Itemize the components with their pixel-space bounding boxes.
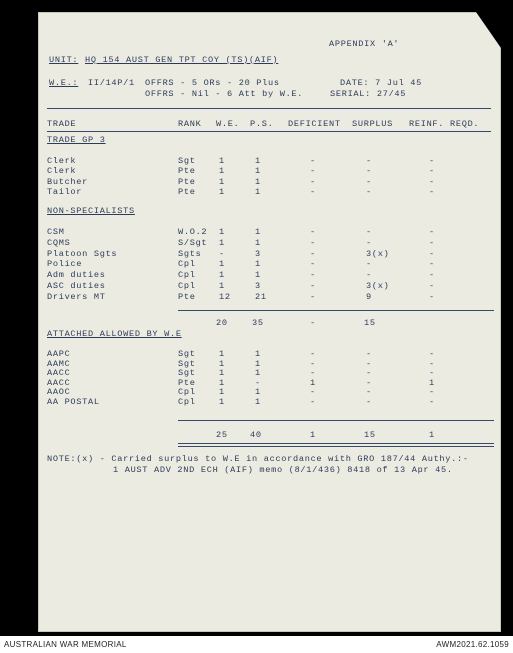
ps-cell: 1 [255, 349, 261, 359]
surplus-cell: - [366, 166, 372, 176]
rank-cell: Cpl [178, 270, 196, 280]
trade-cell: AACC [47, 368, 71, 378]
surplus-cell: - [366, 349, 372, 359]
reinf-cell: - [429, 187, 435, 197]
ps-cell: 1 [255, 156, 261, 166]
deficient-cell: - [310, 387, 316, 397]
we-cell: - [219, 249, 225, 259]
rank-cell: Cpl [178, 397, 196, 407]
section-title: TRADE GP 3 [47, 135, 106, 145]
rank-cell: Pte [178, 177, 196, 187]
deficient-cell: - [310, 397, 316, 407]
footer-source: AUSTRALIAN WAR MEMORIAL [4, 640, 127, 649]
surplus-cell: - [366, 378, 372, 388]
trade-cell: Tailor [47, 187, 83, 197]
trade-cell: Police [47, 259, 83, 269]
trade-cell: AAMC [47, 359, 71, 369]
surplus-cell: - [366, 238, 372, 248]
total-deficient: 1 [310, 430, 316, 440]
subtotal-ps: 35 [252, 318, 264, 328]
we-cell: 1 [219, 397, 225, 407]
ps-cell: 1 [255, 177, 261, 187]
reinf-cell: - [429, 156, 435, 166]
trade-cell: AA POSTAL [47, 397, 100, 407]
rank-cell: Sgts [178, 249, 202, 259]
ps-cell: 1 [255, 187, 261, 197]
header-rule-top [47, 108, 491, 109]
ps-cell: 21 [255, 292, 267, 302]
archive-footer [0, 636, 513, 653]
trade-cell: ASC duties [47, 281, 106, 291]
subtotal-deficient: - [310, 318, 316, 328]
surplus-cell: - [366, 187, 372, 197]
serial: SERIAL: 27/45 [330, 89, 407, 99]
trade-cell: Platoon Sgts [47, 249, 118, 259]
reinf-cell: - [429, 387, 435, 397]
trade-cell: Clerk [47, 156, 77, 166]
rank-cell: Sgt [178, 349, 196, 359]
we-cell: 1 [219, 349, 225, 359]
date: DATE: 7 Jul 45 [340, 78, 422, 88]
offrs-line-2: OFFRS - Nil - 6 Att by W.E. [145, 89, 304, 99]
column-header-rank: RANK [178, 119, 202, 129]
we-value: II/14P/1 [88, 78, 135, 88]
surplus-cell: - [366, 359, 372, 369]
deficient-cell: - [310, 187, 316, 197]
document-page [38, 12, 501, 632]
reinf-cell: - [429, 238, 435, 248]
rank-cell: Sgt [178, 368, 196, 378]
total-surplus: 15 [364, 430, 376, 440]
we-cell: 1 [219, 227, 225, 237]
reinf-cell: - [429, 249, 435, 259]
ps-cell: 1 [255, 227, 261, 237]
column-header-surplus: SURPLUS [352, 119, 393, 129]
rank-cell: Cpl [178, 259, 196, 269]
deficient-cell: - [310, 270, 316, 280]
deficient-cell: - [310, 368, 316, 378]
we-cell: 1 [219, 187, 225, 197]
deficient-cell: - [310, 281, 316, 291]
surplus-cell: - [366, 227, 372, 237]
header-rule-bottom [47, 131, 491, 132]
column-header-reinf-reqd: REINF. REQD. [409, 119, 480, 129]
we-cell: 1 [219, 238, 225, 248]
column-header-we: W.E. [216, 119, 240, 129]
rank-cell: S/Sgt [178, 238, 208, 248]
surplus-cell: 9 [366, 292, 372, 302]
we-cell: 1 [219, 387, 225, 397]
deficient-cell: - [310, 349, 316, 359]
we-cell: 1 [219, 270, 225, 280]
trade-cell: AAPC [47, 349, 71, 359]
total-rule-bottom-2 [178, 446, 494, 447]
we-cell: 1 [219, 368, 225, 378]
ps-cell: 3 [255, 281, 261, 291]
rank-cell: Cpl [178, 387, 196, 397]
deficient-cell: 1 [310, 378, 316, 388]
total-rule-top [178, 420, 494, 421]
column-header-ps: P.S. [250, 119, 274, 129]
ps-cell: - [255, 378, 261, 388]
surplus-cell: - [366, 387, 372, 397]
surplus-cell: - [366, 177, 372, 187]
unit-label: UNIT: [49, 55, 79, 65]
deficient-cell: - [310, 292, 316, 302]
deficient-cell: - [310, 249, 316, 259]
rank-cell: Cpl [178, 281, 196, 291]
trade-cell: Adm duties [47, 270, 106, 280]
rank-cell: Sgt [178, 156, 196, 166]
reinf-cell: - [429, 349, 435, 359]
rank-cell: Sgt [178, 359, 196, 369]
section-title: ATTACHED ALLOWED BY W.E [47, 329, 182, 339]
reinf-cell: - [429, 281, 435, 291]
reinf-cell: - [429, 177, 435, 187]
we-cell: 12 [219, 292, 231, 302]
ps-cell: 1 [255, 359, 261, 369]
we-cell: 1 [219, 156, 225, 166]
offrs-line-1: OFFRS - 5 ORs - 20 Plus [145, 78, 280, 88]
reinf-cell: - [429, 292, 435, 302]
we-cell: 1 [219, 378, 225, 388]
we-cell: 1 [219, 281, 225, 291]
note-line-1: NOTE:(x) - Carried surplus to W.E in accordance with GRO 187/44 Authy.:- [47, 454, 469, 464]
reinf-cell: - [429, 397, 435, 407]
surplus-cell: 3(x) [366, 281, 390, 291]
we-cell: 1 [219, 259, 225, 269]
trade-cell: Butcher [47, 177, 88, 187]
reinf-cell: 1 [429, 378, 435, 388]
ps-cell: 1 [255, 397, 261, 407]
deficient-cell: - [310, 238, 316, 248]
reinf-cell: - [429, 166, 435, 176]
we-cell: 1 [219, 177, 225, 187]
surplus-cell: - [366, 259, 372, 269]
surplus-cell: - [366, 397, 372, 407]
we-cell: 1 [219, 166, 225, 176]
subtotal-rule [178, 310, 494, 311]
section-title: NON-SPECIALISTS [47, 206, 135, 216]
deficient-cell: - [310, 359, 316, 369]
column-header-trade: TRADE [47, 119, 77, 129]
ps-cell: 1 [255, 238, 261, 248]
ps-cell: 3 [255, 249, 261, 259]
rank-cell: W.O.2 [178, 227, 208, 237]
rank-cell: Pte [178, 187, 196, 197]
subtotal-surplus: 15 [364, 318, 376, 328]
footer-accession: AWM2021.62.1059 [436, 640, 509, 649]
total-rule-bottom-1 [178, 443, 494, 444]
deficient-cell: - [310, 259, 316, 269]
column-header-deficient: DEFICIENT [288, 119, 341, 129]
surplus-cell: - [366, 156, 372, 166]
trade-cell: AACC [47, 378, 71, 388]
surplus-cell: - [366, 368, 372, 378]
note-line-2: 1 AUST ADV 2ND ECH (AIF) memo (8/1/436) 8418 of 13 Apr 45. [113, 465, 453, 475]
ps-cell: 1 [255, 259, 261, 269]
trade-cell: AAOC [47, 387, 71, 397]
ps-cell: 1 [255, 387, 261, 397]
we-label: W.E.: [49, 78, 79, 88]
total-we: 25 [216, 430, 228, 440]
reinf-cell: - [429, 259, 435, 269]
rank-cell: Pte [178, 166, 196, 176]
appendix-label: APPENDIX 'A' [329, 39, 400, 49]
rank-cell: Pte [178, 378, 196, 388]
unit-value: HQ 154 AUST GEN TPT COY (TS)(AIF) [85, 55, 279, 65]
we-cell: 1 [219, 359, 225, 369]
surplus-cell: 3(x) [366, 249, 390, 259]
reinf-cell: - [429, 359, 435, 369]
reinf-cell: - [429, 270, 435, 280]
ps-cell: 1 [255, 270, 261, 280]
total-reinf: 1 [429, 430, 435, 440]
ps-cell: 1 [255, 166, 261, 176]
deficient-cell: - [310, 227, 316, 237]
folded-corner [476, 12, 501, 48]
ps-cell: 1 [255, 368, 261, 378]
trade-cell: CQMS [47, 238, 71, 248]
trade-cell: CSM [47, 227, 65, 237]
deficient-cell: - [310, 166, 316, 176]
subtotal-we: 20 [216, 318, 228, 328]
reinf-cell: - [429, 368, 435, 378]
trade-cell: Clerk [47, 166, 77, 176]
deficient-cell: - [310, 177, 316, 187]
trade-cell: Drivers MT [47, 292, 106, 302]
deficient-cell: - [310, 156, 316, 166]
reinf-cell: - [429, 227, 435, 237]
surplus-cell: - [366, 270, 372, 280]
rank-cell: Pte [178, 292, 196, 302]
total-ps: 40 [250, 430, 262, 440]
